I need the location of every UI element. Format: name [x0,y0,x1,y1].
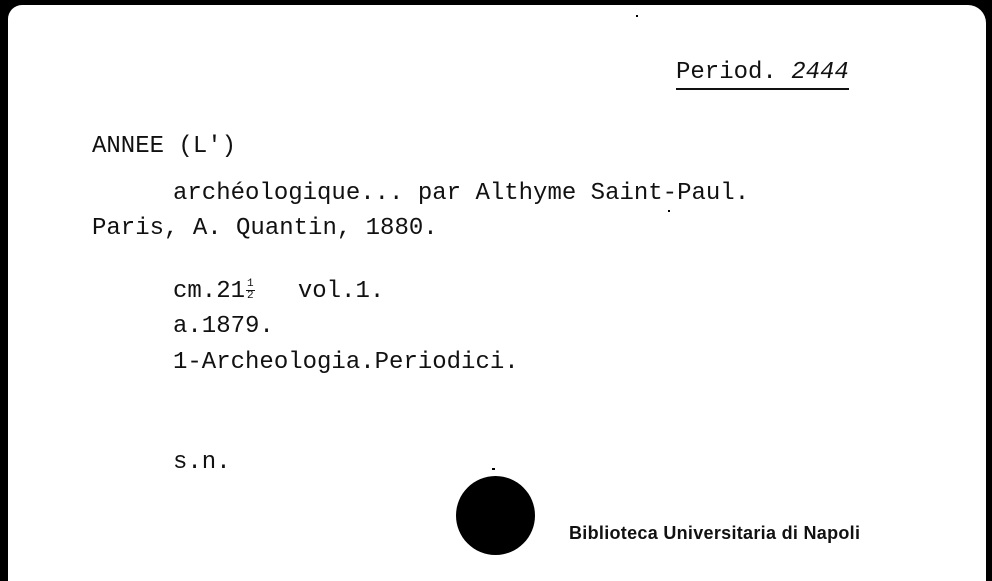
title-line: archéologique... par Althyme Saint-Paul. [173,180,750,207]
collation-fraction [246,279,255,302]
catalog-card [8,5,986,581]
shelfmark-prefix: Period. [676,59,792,86]
library-stamp: Biblioteca Universitaria di Napoli [569,523,861,543]
collation-volume: vol.1. [254,277,385,305]
collation-size: cm.21 [173,277,246,305]
subject-line: 1-Archeologia.Periodici. [173,349,519,376]
date-line: a.1879. [173,313,274,340]
collation-line [173,279,384,304]
imprint-line: Paris, A. Quantin, 1880. [92,215,438,242]
ink-speck [668,210,670,212]
ink-speck [636,15,638,17]
main-heading: ANNEE (L') [92,133,237,160]
shelfmark-number: 2444 [791,59,849,86]
shelfmark [676,61,849,90]
fraction-numerator: 1 [247,278,254,290]
fraction-denominator: 2 [247,290,254,302]
ink-speck [492,468,495,470]
note-line: s.n. [173,449,231,476]
stamp-dot [456,476,535,555]
